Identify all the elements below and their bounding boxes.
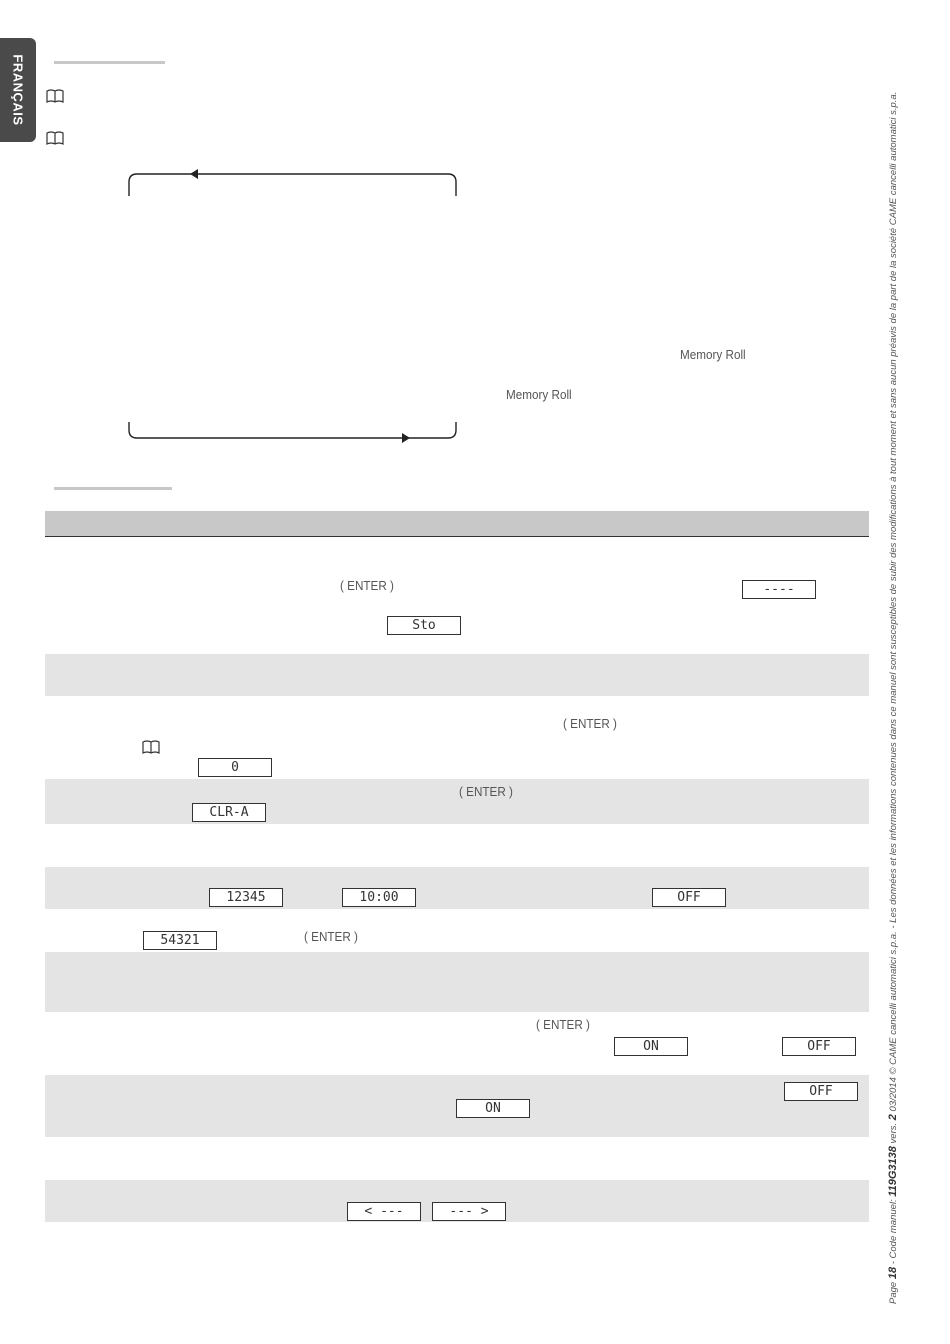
display-sto: Sto — [387, 616, 461, 635]
loop-bottom-bracket — [129, 422, 456, 438]
display-off: OFF — [784, 1082, 858, 1101]
table-row — [45, 952, 869, 1012]
display-off: OFF — [652, 888, 726, 907]
display-zero: 0 — [198, 758, 272, 777]
enter-key-label: ( ENTER ) — [340, 578, 394, 593]
enter-key-label: ( ENTER ) — [459, 784, 513, 799]
language-tab — [0, 38, 36, 142]
page-number: 18 — [887, 1266, 899, 1280]
display-on: ON — [456, 1099, 530, 1118]
table-header — [45, 511, 869, 536]
display-code-54321: 54321 — [143, 931, 217, 950]
memory-roll-label: Memory Roll — [680, 347, 746, 362]
table-row — [45, 654, 869, 696]
book-icon — [46, 131, 64, 145]
manual-version: 2 — [887, 1114, 899, 1121]
page-footer — [887, 92, 899, 1304]
footer-page-prefix: Page — [888, 1279, 899, 1304]
display-dashes: ---- — [742, 580, 816, 599]
footer-code-prefix: - Code manuel: — [888, 1196, 899, 1267]
display-code-12345: 12345 — [209, 888, 283, 907]
footer-copyright: 03/2014 © CAME cancelli automatici s.p.a. - Les données et les informations contenues dans ce manuel sont susceptibles de subir des modifications à tout moment et sans aucun préavis de la part de la société CAME cancelli automatici s.p.a. — [888, 91, 899, 1115]
loop-top-arrowhead — [190, 169, 198, 179]
loop-bottom-arrowhead — [402, 433, 410, 443]
memory-roll-label: Memory Roll — [506, 387, 572, 402]
manual-code: 119G3138 — [887, 1146, 899, 1197]
table-row — [45, 779, 869, 824]
table-header-rule — [45, 536, 869, 537]
section-rule-top — [54, 61, 165, 64]
book-icon — [46, 89, 64, 103]
section-rule-middle — [54, 487, 172, 490]
enter-key-label: ( ENTER ) — [304, 929, 358, 944]
loop-top-bracket — [129, 174, 456, 196]
enter-key-label: ( ENTER ) — [563, 716, 617, 731]
display-prev: < --- — [347, 1202, 421, 1221]
footer-version-prefix: vers. — [888, 1120, 899, 1147]
enter-key-label: ( ENTER ) — [536, 1017, 590, 1032]
table-row — [45, 867, 869, 909]
display-clr-a: CLR-A — [192, 803, 266, 822]
language-tab-label: FRANÇAIS — [10, 54, 26, 126]
display-on: ON — [614, 1037, 688, 1056]
display-time: 10:00 — [342, 888, 416, 907]
loop-diagram — [120, 160, 470, 450]
book-icon — [142, 740, 160, 754]
display-off: OFF — [782, 1037, 856, 1056]
display-next: --- > — [432, 1202, 506, 1221]
